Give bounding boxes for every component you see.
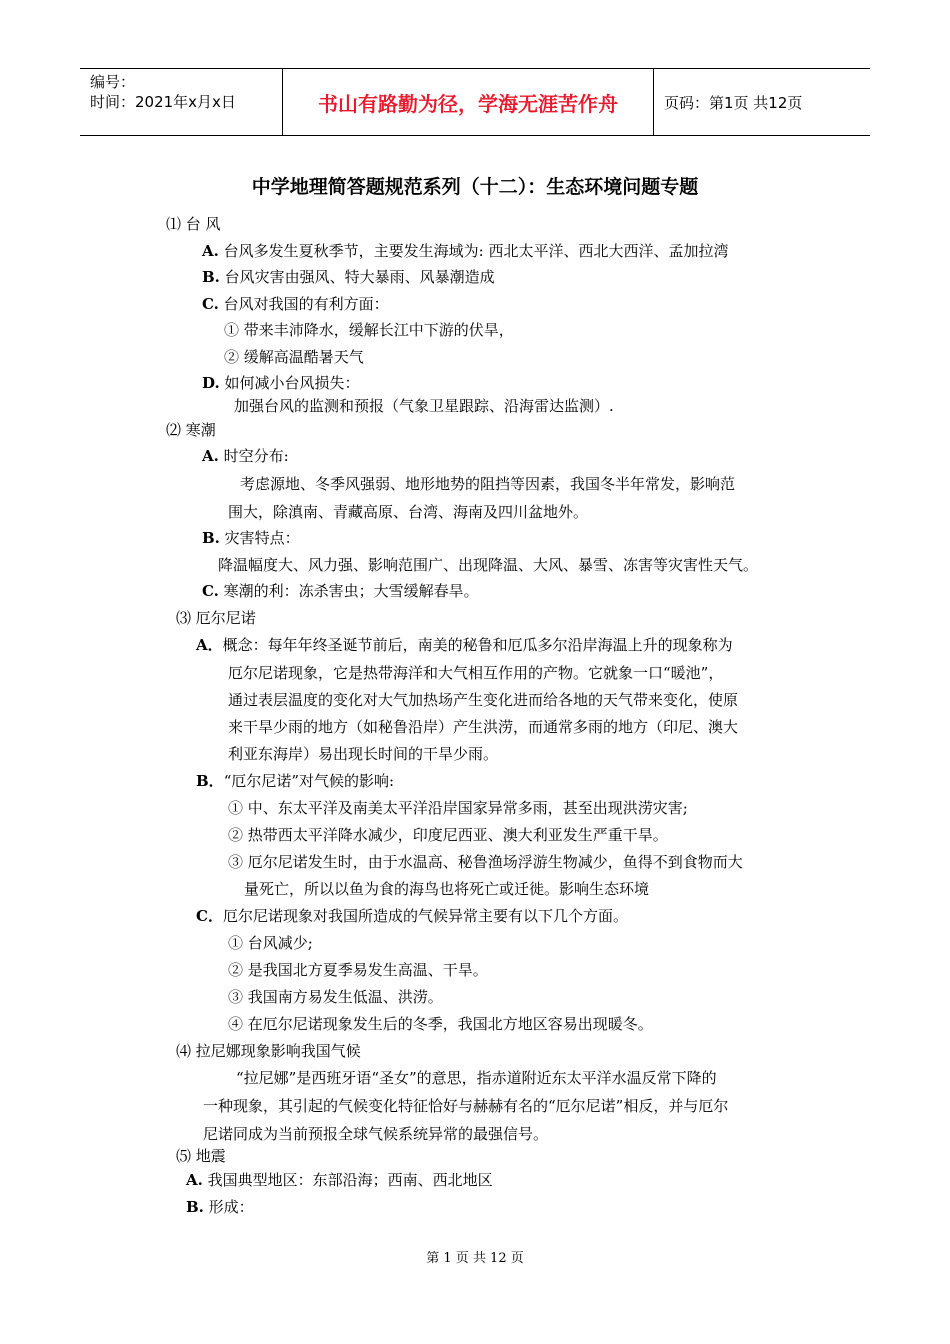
text-line: 来干旱少雨的地方（如秘鲁沿岸）产生洪涝，而通常多雨的地方（印尼、澳大 <box>228 718 739 736</box>
text-line: 加强台风的监测和预报（气象卫星跟踪、沿海雷达监测）. <box>234 397 614 415</box>
text-line: ① 台风减少; <box>228 934 313 952</box>
section-typhoon-heading: ⑴ 台 风 <box>166 215 221 233</box>
time-label: 时间：2021年x月x日 <box>90 93 236 111</box>
text-line: 考虑源地、冬季风强弱、地形地势的阻挡等因素，我国冬半年常发，影响范 <box>240 475 736 493</box>
text-line: B. 台风灾害由强风、特大暴雨、风暴潮造成 <box>202 268 495 286</box>
text-line: B．“厄尔尼诺”对气候的影响: <box>196 772 395 790</box>
text-line: 利亚东海岸）易出现长时间的干旱少雨。 <box>228 745 499 763</box>
header-motto: 书山有路勤为径，学海无涯苦作舟 <box>282 69 654 135</box>
text-line: ① 带来丰沛降水，缓解长江中下游的伏旱， <box>224 321 514 339</box>
text-line: 降温幅度大、风力强、影响范围广、出现降温、大风、暴雪、冻害等灾害性天气。 <box>218 556 759 574</box>
text-line: A. 时空分布: <box>202 447 289 465</box>
section-earthquake-heading: ⑸ 地震 <box>176 1147 226 1165</box>
serial-label: 编号： <box>90 73 136 91</box>
text-line: C. 寒潮的利：冻杀害虫；大雪缓解春旱。 <box>202 582 479 600</box>
text-line: A. 我国典型地区：东部沿海；西南、西北地区 <box>186 1171 493 1189</box>
header-table <box>80 68 870 136</box>
section-el-nino-heading: ⑶ 厄尔尼诺 <box>176 609 256 627</box>
text-line: 一种现象，其引起的气候变化特征恰好与赫赫有名的“厄尔尼诺”相反，并与厄尔 <box>203 1097 729 1115</box>
text-line: C．厄尔尼诺现象对我国所造成的气候异常主要有以下几个方面。 <box>196 907 628 925</box>
text-line: 厄尔尼诺现象，它是热带海洋和大气相互作用的产物。它就象一口“暖池”， <box>228 664 724 682</box>
text-line: ③ 厄尔尼诺发生时，由于水温高、秘鲁渔场浮游生物减少，鱼得不到食物而大 <box>228 853 743 871</box>
text-line: ① 中、东太平洋及南美太平洋沿岸国家异常多雨，甚至出现洪涝灾害; <box>228 799 688 817</box>
text-line: 量死亡，所以以鱼为食的海鸟也将死亡或迁徙。影响生态环境 <box>244 880 650 898</box>
text-line: 通过表层温度的变化对大气加热场产生变化进而给各地的天气带来变化，使原 <box>228 691 739 709</box>
text-line: ② 热带西太平洋降水减少，印度尼西亚、澳大利亚发生严重干旱。 <box>228 826 668 844</box>
text-line: ③ 我国南方易发生低温、洪涝。 <box>228 988 443 1006</box>
page-footer: 第 1 页 共 12 页 <box>426 1251 524 1266</box>
section-la-nina-heading: ⑷ 拉尼娜现象影响我国气候 <box>176 1042 361 1060</box>
text-line: “拉尼娜”是西班牙语“圣女”的意思，指赤道附近东太平洋水温反常下降的 <box>236 1069 717 1087</box>
text-line: ④ 在厄尔尼诺现象发生后的冬季，我国北方地区容易出现暖冬。 <box>228 1015 653 1033</box>
header-meta <box>80 69 282 135</box>
text-line: A. 台风多发生夏秋季节，主要发生海域为: 西北太平洋、西北大西洋、孟加拉湾 <box>202 242 729 260</box>
text-line: D. 如何减小台风损失： <box>202 374 360 392</box>
section-cold-wave-heading: ⑵ 寒潮 <box>166 421 216 439</box>
document-title: 中学地理简答题规范系列（十二）：生态环境问题专题 <box>251 176 699 198</box>
text-line: ② 缓解高温酷暑天气 <box>224 348 364 366</box>
header-page-info: 页码：第1页 共12页 <box>664 93 803 112</box>
text-line: A．概念：每年年终圣诞节前后，南美的秘鲁和厄瓜多尔沿岸海温上升的现象称为 <box>196 636 733 654</box>
text-line: ② 是我国北方夏季易发生高温、干旱。 <box>228 961 488 979</box>
text-line: 尼诺同成为当前预报全球气候系统异常的最强信号。 <box>203 1125 549 1143</box>
text-line: 围大，除滇南、青藏高原、台湾、海南及四川盆地外。 <box>228 503 589 521</box>
text-line: B. 形成： <box>186 1198 254 1216</box>
text-line: C. 台风对我国的有利方面： <box>202 295 389 313</box>
text-line: B. 灾害特点： <box>202 529 300 547</box>
